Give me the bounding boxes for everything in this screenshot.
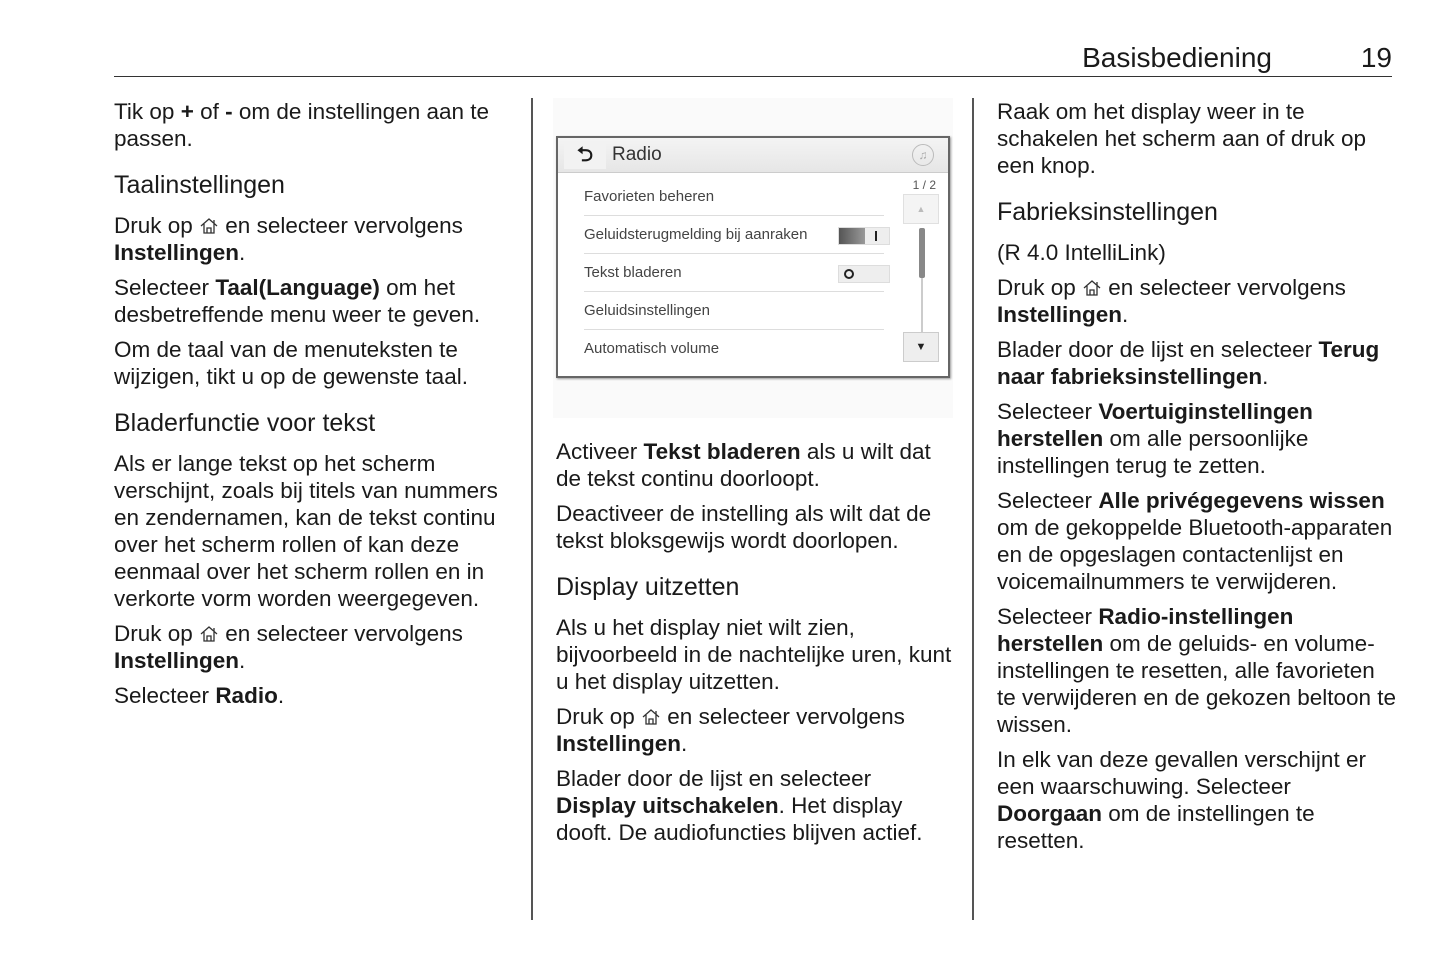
home-icon [199, 217, 219, 235]
column-3 [997, 98, 1397, 862]
heading-display-uitzetten: Display uitzetten [556, 573, 740, 601]
page-indicator: 1 / 2 [912, 178, 936, 192]
screen-title: Radio [612, 144, 662, 165]
paragraph: Blader door de lijst en selecteer Terug naar fabrieksinstellingen. [997, 337, 1380, 389]
paragraph: Selecteer Alle privégegevens wissen om de gekoppelde Bluetooth-apparaten en de opgeslagen contactenlijst en voicemailnummers te verwijderen. [997, 488, 1393, 594]
radio-settings-screen [556, 136, 950, 378]
scroll-up-button[interactable] [903, 194, 939, 224]
paragraph: Raak om het display weer in te schakelen het scherm aan of druk op een knop. [997, 99, 1366, 178]
toggle-switch-off[interactable] [838, 265, 890, 283]
toggle-switch-on[interactable] [838, 227, 890, 245]
home-icon [1082, 279, 1102, 297]
page-header [114, 40, 1392, 77]
music-note-icon[interactable]: ♫ [912, 144, 934, 166]
column-2 [556, 438, 956, 854]
paragraph: Druk op en selecteer vervolgens Instellingen. [114, 213, 463, 265]
scrollbar-thumb[interactable] [919, 228, 925, 278]
chevron-down-icon: ▼ [915, 341, 927, 353]
back-button[interactable] [564, 141, 606, 169]
paragraph: Druk op en selecteer vervolgens Instellingen. [556, 704, 905, 756]
home-icon [641, 708, 661, 726]
paragraph: Blader door de lijst en selecteer Display uitschakelen. Het display dooft. De audiofuncties blijven actief. [556, 766, 923, 845]
radio-screen-figure [553, 98, 953, 418]
home-icon [199, 625, 219, 643]
list-item-favorieten[interactable]: Favorieten beheren [584, 178, 884, 216]
column-divider [531, 98, 533, 920]
paragraph: Tik op + of - om de instellingen aan te passen. [114, 99, 490, 151]
column-1 [114, 98, 514, 717]
scroll-down-button[interactable] [903, 332, 939, 362]
list-item-tekst-bladeren[interactable]: Tekst bladeren [584, 254, 884, 292]
settings-list [584, 178, 884, 367]
paragraph: Druk op en selecteer vervolgens Instellingen. [114, 621, 463, 673]
paragraph: Selecteer Taal(Language) om het desbetreffende menu weer te geven. [114, 275, 481, 327]
list-item-geluidsterugmelding[interactable]: Geluidsterugmelding bij aanraken [584, 216, 884, 254]
paragraph: Om de taal van de menuteksten te wijzigen, tikt u op de gewenste taal. [114, 337, 468, 389]
paragraph: Selecteer Voertuiginstellingen herstellen om alle persoonlijke instellingen terug te zetten. [997, 399, 1313, 478]
page-number: 19 [1360, 42, 1392, 73]
paragraph: Selecteer Radio-instellingen herstellen om de geluids- en volume-instellingen te resetten, alle favorieten te verwijderen en de gekozen beltoon te wissen. [997, 604, 1397, 737]
paragraph: Deactiveer de instelling als wilt dat de tekst bloksgewijs wordt doorlopen. [556, 501, 932, 553]
list-item-geluidsinstellingen[interactable]: Geluidsinstellingen [584, 292, 884, 330]
section-title: Basisbediening [1082, 42, 1272, 73]
paragraph: Als u het display niet wilt zien, bijvoorbeeld in de nachtelijke uren, kunt u het display uitzetten. [556, 615, 952, 694]
chevron-up-icon: ▲ [916, 204, 926, 214]
screen-header [558, 138, 948, 173]
heading-bladerfunctie: Bladerfunctie voor tekst [114, 409, 376, 437]
heading-taalinstellingen: Taalinstellingen [114, 171, 285, 199]
paragraph: Druk op en selecteer vervolgens Instellingen. [997, 275, 1346, 327]
paragraph: Activeer Tekst bladeren als u wilt dat de tekst continu doorloopt. [556, 439, 931, 491]
column-divider [972, 98, 974, 920]
paragraph: In elk van deze gevallen verschijnt er een waarschuwing. Selecteer Doorgaan om de instellingen te resetten. [997, 747, 1366, 853]
back-arrow-icon: ⮌ [576, 144, 594, 166]
heading-fabrieksinstellingen: Fabrieksinstellingen [997, 198, 1218, 226]
paragraph: Selecteer Radio. [114, 683, 285, 708]
paragraph: (R 4.0 IntelliLink) [997, 240, 1166, 265]
list-item-automatisch-volume[interactable]: Automatisch volume [584, 340, 720, 357]
paragraph: Als er lange tekst op het scherm verschijnt, zoals bij titels van nummers en zendernamen, kan de tekst continu over het scherm rollen of kan deze eenmaal over het scherm rollen en in verkorte vorm worden weergegeven. [114, 451, 498, 611]
